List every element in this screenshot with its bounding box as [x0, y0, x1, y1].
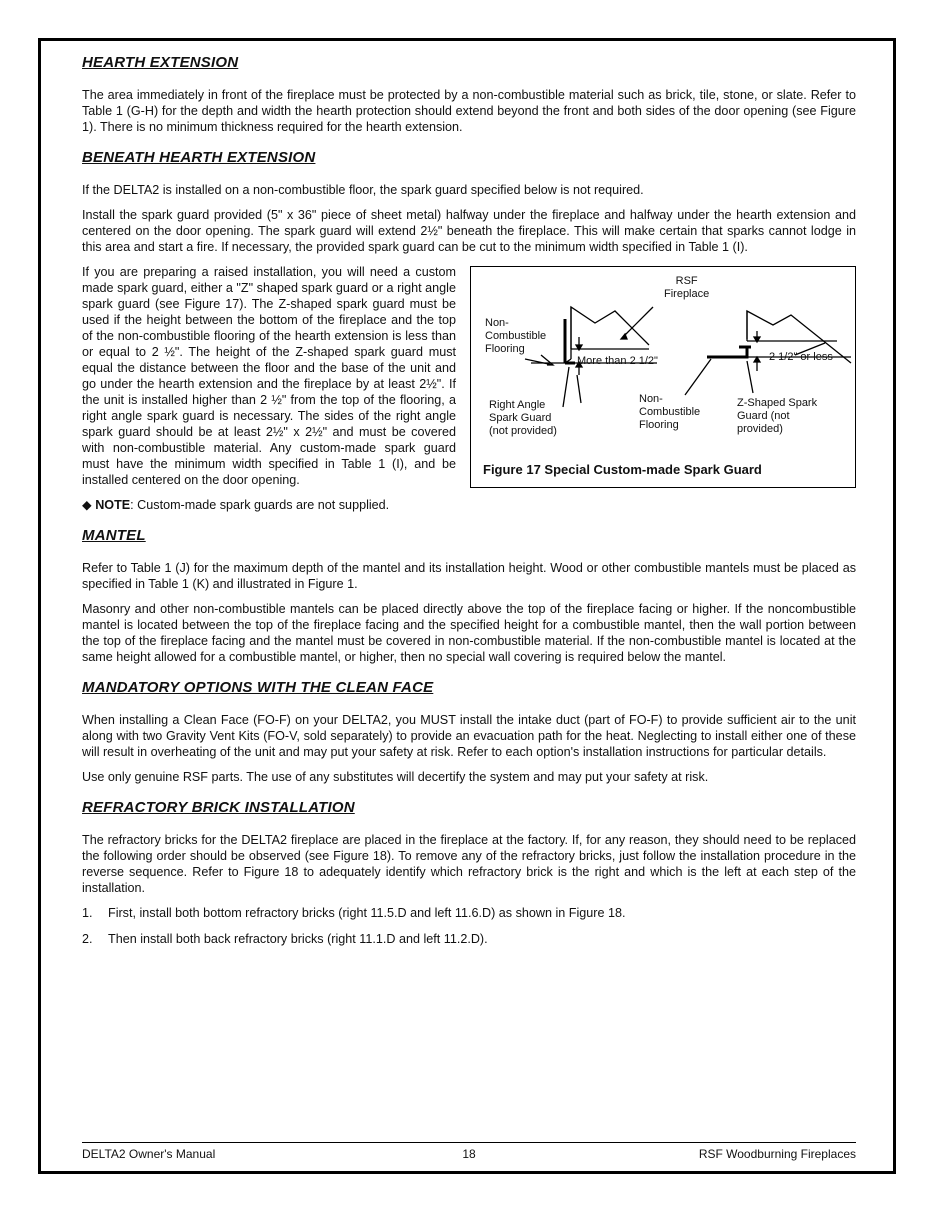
label-more-than: More than 2 1/2" — [577, 355, 658, 367]
installation-steps — [82, 905, 856, 947]
beneath-hearth-paragraph-3: If you are preparing a raised installation, you will need a custom made spark guard, either a "Z" shaped spark guard or a right angle spark guard (see Figure 17). The Z-shaped spark guard must be used if the height between the bottom of the fireplace and the top of the non-combustible flooring of the hearth extension is less than or equal to 2 ½". The height of the Z-shaped spark guard must equal the distance between the floor and the base of the unit and go under the hearth extension and the fireplace by at least 2½". If the unit is installed higher than 2 ½" from the top of the flooring, a right angle spark guard is necessary. The sides of the right angle spark guard should be at least 2½" x 2½" and must be covered with non-combustible material. Any custom-made spark guard must have the minimum width specified in Table 1 (I), and be installed centered on the door opening. — [82, 265, 456, 487]
step-text: First, install both bottom refractory bricks (right 11.5.D and left 11.6.D) as shown in Figure 18. — [108, 906, 626, 920]
heading-mantel: MANTEL — [82, 527, 146, 544]
list-item — [82, 931, 856, 947]
heading-mandatory-options: MANDATORY OPTIONS WITH THE CLEAN FACE — [82, 679, 434, 696]
page-footer — [82, 1142, 856, 1165]
figure-caption: Figure 17 Special Custom-made Spark Guard — [483, 462, 762, 477]
figure-17 — [470, 266, 856, 488]
heading-refractory-brick: REFRACTORY BRICK INSTALLATION — [82, 799, 355, 816]
heading-beneath-hearth-extension: BENEATH HEARTH EXTENSION — [82, 149, 316, 166]
note-label: NOTE — [95, 498, 131, 512]
footer-brand: RSF Woodburning Fireplaces — [698, 1147, 856, 1161]
step-number: 2. — [82, 932, 93, 946]
footer-page-number: 18 — [462, 1147, 476, 1161]
heading-hearth-extension: HEARTH EXTENSION — [82, 54, 239, 71]
label-right-angle-guard: Right Angle Spark Guard (not provided) — [489, 399, 557, 437]
step-text: Then install both back refractory bricks (right 11.1.D and left 11.2.D). — [108, 932, 488, 946]
mandatory-paragraph-2: Use only genuine RSF parts. The use of any substitutes will decertify the system and may put your safety at risk. — [82, 770, 709, 784]
figure-wrap-region — [82, 264, 856, 488]
list-item — [82, 905, 856, 921]
beneath-hearth-paragraph-2: Install the spark guard provided (5" x 36" piece of sheet metal) halfway under the fireplace and halfway under the hearth extension and centered on the door opening. The spark guard will extend 2½" beneath the fireplace. This will make certain that sparks cannot lodge in this area and start a fire. If necessary, the provided spark guard can be cut to the minimum width specified in Table 1 (I). — [82, 208, 856, 254]
footer-manual-title: DELTA2 Owner's Manual — [82, 1147, 216, 1161]
beneath-hearth-paragraph-1: If the DELTA2 is installed on a non-combustible floor, the spark guard specified below is not required. — [82, 183, 644, 197]
note-text: : Custom-made spark guards are not supplied. — [130, 498, 390, 512]
refractory-paragraph: The refractory bricks for the DELTA2 fireplace are placed in the fireplace at the factory. If, for any reason, they should need to be replaced the following order should be observed (see Figure 18). To remove any of the refractory bricks, just follow the installation procedure in the reverse sequence. Refer to Figure 18 to adequately identify which refractory brick is the right and which is the left at each step of the installation. — [82, 833, 856, 895]
label-z-shaped-guard: Z-Shaped Spark Guard (not provided) — [737, 397, 818, 435]
label-non-combustible-flooring-left: Non- Combustible Flooring — [485, 317, 547, 355]
mantel-paragraph-2: Masonry and other non-combustible mantels can be placed directly above the top of the fireplace facing or higher. If the noncombustible mantel is located between the top of the fireplace facing and the specified height for a combustible mantel, then the wall portion between the top of the fireplace facing and the mantel must be covered in non-combustible material. If the non-combustible mantel is located at the same height allowed for a combustible mantel, or higher, then no special wall covering is required below the mantel. — [82, 602, 856, 664]
hearth-extension-paragraph: The area immediately in front of the fireplace must be protected by a non-combustible material such as brick, tile, stone, or slate. Refer to Table 1 (G-H) for the depth and width the hearth protection should extend beyond the front and both sides of the door opening (see Figure 1). There is no minimum thickness required for the hearth extension. — [82, 88, 856, 134]
label-two-half-or-less: 2 1/2" or less — [769, 351, 833, 363]
label-non-combustible-flooring-mid: Non- Combustible Flooring — [639, 393, 701, 431]
step-number: 1. — [82, 906, 93, 920]
note-paragraph — [82, 497, 856, 513]
mantel-paragraph-1: Refer to Table 1 (J) for the maximum depth of the mantel and its installation height. Wood or other combustible mantels must be placed as specified in Table 1 (K) and illustrated in Figure 1. — [82, 561, 856, 591]
label-rsf-fireplace: RSF Fireplace — [664, 275, 710, 300]
mandatory-paragraph-1: When installing a Clean Face (FO-F) on your DELTA2, you MUST install the intake duct (part of FO-F) to provide sufficient air to the unit along with two Gravity Vent Kits (FO-V, sold separately) to provide an evacuation path for the heat. Neglecting to install either one of these will result in overheating of the unit and may put your safety at risk. Refer to each option's installation instructions for particular details. — [82, 713, 856, 759]
page-content — [82, 54, 856, 957]
note-bullet: ◆ — [82, 498, 96, 512]
